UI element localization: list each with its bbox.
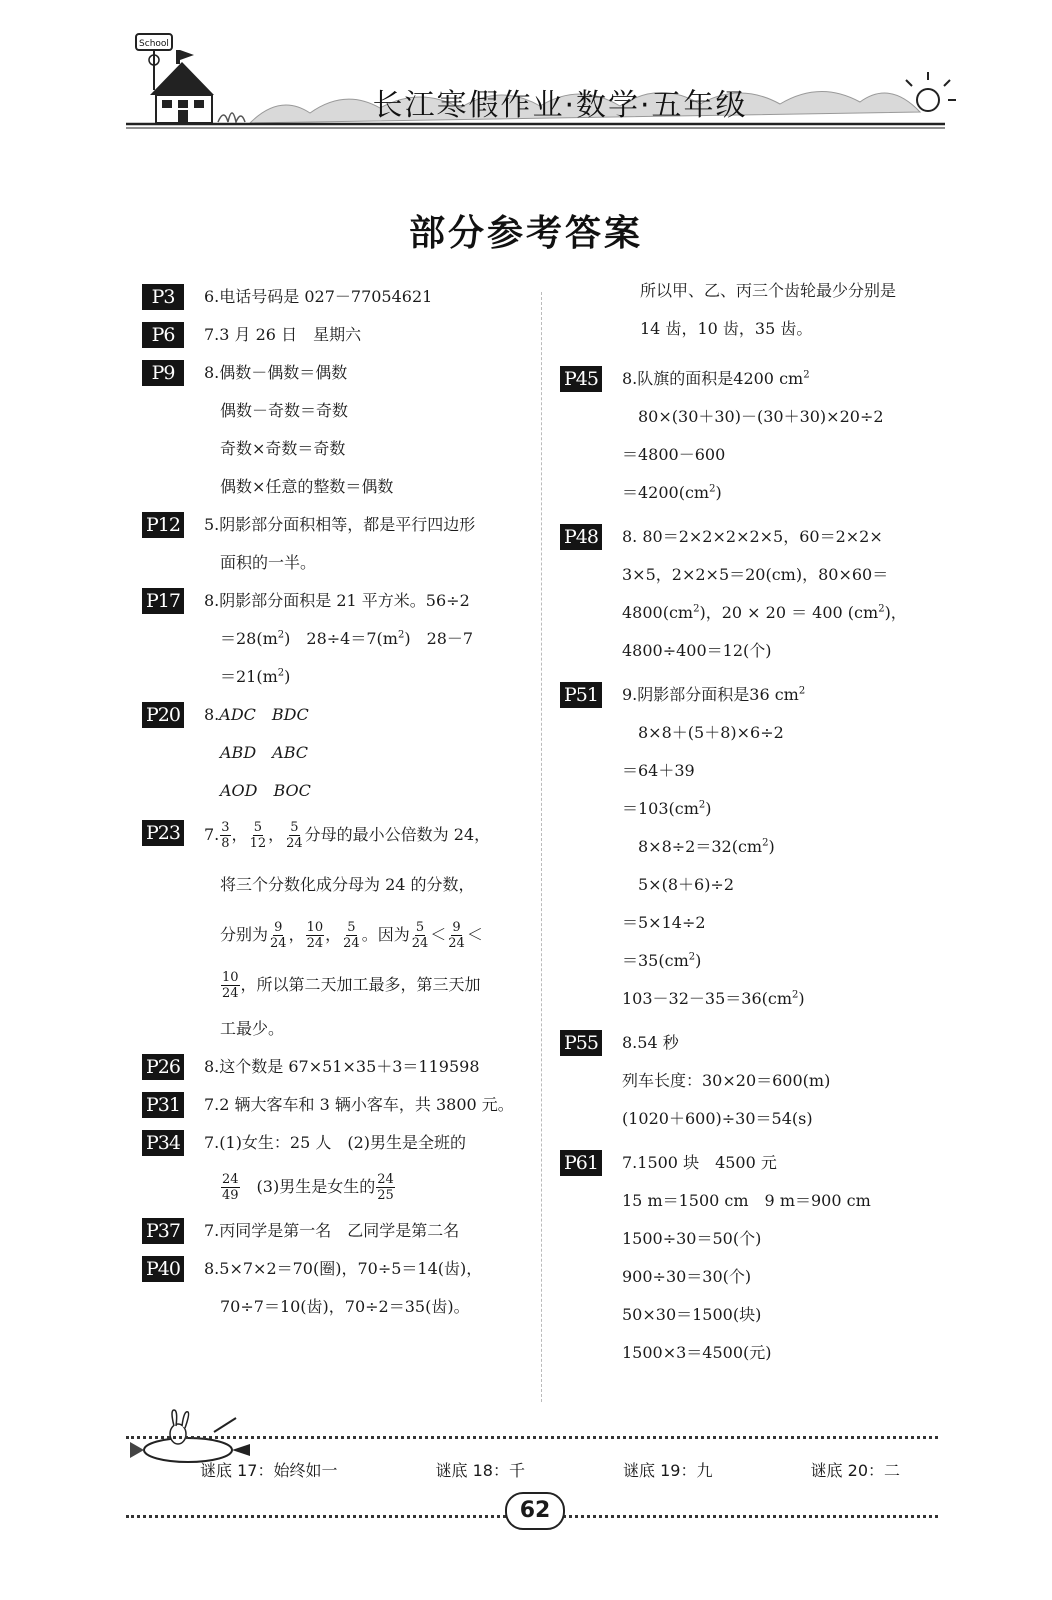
fraction: $\frac{10}{24}$ [222, 970, 239, 1001]
answer-p23 [142, 810, 532, 1048]
answer-line: 7.(1)女生：25 人 (2)男生是全班的 [204, 1133, 467, 1152]
fraction: $\frac{5}{24}$ [286, 820, 303, 851]
answer-p12 [142, 506, 532, 582]
page-badge: P6 [142, 322, 184, 348]
fraction: $\frac{9}{24}$ [270, 920, 287, 951]
answer-line: ＝64＋39 [622, 761, 695, 780]
page-badge: P40 [142, 1256, 184, 1282]
answer-line: $8\times 8\div 2=32(cm^2)$ [638, 837, 775, 856]
answer-line: 7.2 辆大客车和 3 辆小客车，共 3800 元。 [204, 1095, 514, 1114]
answer-line: 8.阴影部分面积是 21 平方米。56÷2 [204, 591, 470, 610]
page-badge: P61 [560, 1150, 602, 1176]
answer-line: 7. $\frac{3}{8}$ ， $\frac{5}{12}$ ， $\frac{5}{24}$ 分母的最小公倍数为 24， [204, 820, 491, 851]
column-divider [541, 292, 542, 1402]
answer-p34 [142, 1124, 532, 1212]
answer-line: 8×8＋(5＋8)×6÷2 [638, 723, 784, 742]
answer-p3 [142, 278, 532, 316]
answer-p45 [560, 360, 940, 512]
page-badge: P34 [142, 1130, 184, 1156]
answer-line: 5.阴影部分面积相等，都是平行四边形 [204, 515, 476, 534]
answer-p40 [142, 1250, 532, 1326]
answer-line: 900÷30＝30(个) [622, 1267, 752, 1286]
left-column [142, 278, 532, 1326]
page-badge: P48 [560, 524, 602, 550]
answer-line: 偶数－奇数＝奇数 [220, 401, 349, 420]
fraction: $\frac{9}{24}$ [448, 920, 465, 951]
fraction: $\frac{10}{24}$ [306, 920, 324, 951]
page-badge: P26 [142, 1054, 184, 1080]
answer-line: (1020＋600)÷30＝54(s) [622, 1109, 813, 1128]
page-badge: P45 [560, 366, 602, 392]
answer-line: 4800÷400＝12(个) [622, 641, 772, 660]
page-badge: P9 [142, 360, 184, 386]
riddle-answers [200, 1458, 900, 1492]
answer-p17 [142, 582, 532, 696]
answer-line: 7.丙同学是第一名 乙同学是第二名 [204, 1221, 460, 1240]
answer-line: $=103(cm^2)$ [622, 799, 712, 818]
answer-p9 [142, 354, 532, 506]
answer-p26 [142, 1048, 532, 1086]
answer-line: 将三个分数化成分母为 24 的分数， [220, 875, 475, 894]
answer-line: 1500×3＝4500(元) [622, 1343, 772, 1362]
answer-line: ＝4800－600 [622, 445, 726, 464]
fraction: $\frac{5}{24}$ [411, 920, 429, 951]
right-column [560, 272, 940, 1372]
page-number: 62 [505, 1492, 565, 1530]
fraction: $\frac{3}{8}$ [221, 820, 230, 851]
answer-p55 [560, 1024, 940, 1138]
answer-line: 5×(8＋6)÷2 [638, 875, 735, 894]
answer-line: $\frac{10}{24}$ ，所以第二天加工最多，第三天加 [222, 970, 481, 1001]
answer-line: AOD BOC [220, 781, 311, 800]
page-title: 部分参考答案 [408, 213, 643, 254]
page-header [0, 0, 1052, 140]
page-badge: P23 [142, 820, 184, 846]
riddle-17: 谜底 17：始终如一 [200, 1461, 338, 1480]
page-badge: P3 [142, 284, 184, 310]
answer-p48 [560, 518, 940, 670]
answer-line: 所以甲、乙、丙三个齿轮最少分别是 [640, 281, 897, 300]
page-badge: P51 [560, 682, 602, 708]
answer-line: 80×(30＋30)－(30＋30)×20÷2 [638, 407, 884, 426]
answer-line: 8.偶数－偶数＝偶数 [204, 363, 348, 382]
answer-line: 6.电话号码是 027－77054621 [204, 287, 433, 306]
answer-line: 8.54 秒 [622, 1033, 679, 1052]
answer-line: ＝5×14÷2 [622, 913, 706, 932]
answer-line: $\frac{24}{49}$ (3)男生是女生的 $\frac{24}{25}$ [222, 1172, 394, 1203]
answer-p20 [142, 696, 532, 810]
header-title: 长江寒假作业·数学·五年级 [372, 88, 748, 123]
answer-line: 奇数×奇数＝奇数 [220, 439, 346, 458]
riddle-19: 谜底 19：九 [623, 1461, 713, 1480]
answer-line: 工最少。 [220, 1019, 285, 1038]
answer-line: 7.3 月 26 日 星期六 [204, 325, 362, 344]
answer-line: 70÷7＝10(齿)，70÷2＝35(齿)。 [220, 1297, 470, 1316]
answer-line: 50×30＝1500(块) [622, 1305, 762, 1324]
answer-line: $=35(cm^2)$ [622, 951, 702, 970]
page-badge: P37 [142, 1218, 184, 1244]
answer-line: 8.队旗的面积是4200 $cm^2$ [622, 369, 810, 388]
fraction: $\frac{5}{12}$ [249, 820, 267, 851]
answer-p61 [560, 1144, 940, 1372]
page-badge: P17 [142, 588, 184, 614]
answer-line: ABD ABC [220, 743, 308, 762]
answer-line: 偶数×任意的整数＝偶数 [220, 477, 394, 496]
answer-line: $103-32-35=36(cm^2)$ [622, 989, 805, 1008]
fraction: $\frac{24}{25}$ [377, 1172, 394, 1203]
answer-line: 8. 80＝2×2×2×2×5，60＝2×2× [622, 527, 883, 546]
page-badge: P55 [560, 1030, 602, 1056]
answer-line: $=28(m^2)$ $28\div 4=7(m^2)$ 28－7 [220, 629, 474, 648]
fraction: $\frac{5}{24}$ [343, 920, 360, 951]
answer-line: 3×5，2×2×5＝20(cm)，80×60＝ [622, 565, 889, 584]
page-badge: P20 [142, 702, 184, 728]
answer-line: $4800(cm^2)$，20 × 20 ＝ 400 $(cm^2)$， [622, 603, 907, 622]
answer-line: $=21(m^2)$ [220, 667, 291, 686]
answer-line: $=4200(cm^2)$ [622, 483, 722, 502]
answer-line: 9.阴影部分面积是36 $cm^2$ [622, 685, 806, 704]
page-badge: P31 [142, 1092, 184, 1118]
answer-line: 面积的一半。 [220, 553, 317, 572]
answer-line: 列车长度：30×20＝600(m) [622, 1071, 831, 1090]
answer-line: 8.5×7×2＝70(圈)，70÷5＝14(齿)， [204, 1259, 483, 1278]
page-badge: P12 [142, 512, 184, 538]
riddle-20: 谜底 20：二 [810, 1461, 900, 1480]
riddle-18: 谜底 18：千 [435, 1461, 525, 1480]
answer-line: 分别为 $\frac{9}{24}$ ， $\frac{10}{24}$ ， $\frac{5}{24}$ 。因为 $\frac{5}{24}$ ＜ $\frac{9}{24}$ ＜ [220, 920, 483, 951]
answer-p40-continued [560, 272, 940, 348]
answer-line: 8.ADC BDC [204, 705, 309, 724]
answer-line: 7.1500 块 4500 元 [622, 1153, 777, 1172]
school-sign-text: School [139, 39, 169, 49]
fraction: $\frac{24}{49}$ [222, 1172, 239, 1203]
answer-line: 8.这个数是 67×51×35＋3＝119598 [204, 1057, 480, 1076]
answer-line: 14 齿，10 齿，35 齿。 [640, 319, 813, 338]
answer-p37 [142, 1212, 532, 1250]
answer-line: 15 m＝1500 cm 9 m＝900 cm [622, 1191, 871, 1210]
answer-p51 [560, 676, 940, 1018]
answer-p31 [142, 1086, 532, 1124]
answer-p6 [142, 316, 532, 354]
answer-line: 1500÷30＝50(个) [622, 1229, 762, 1248]
